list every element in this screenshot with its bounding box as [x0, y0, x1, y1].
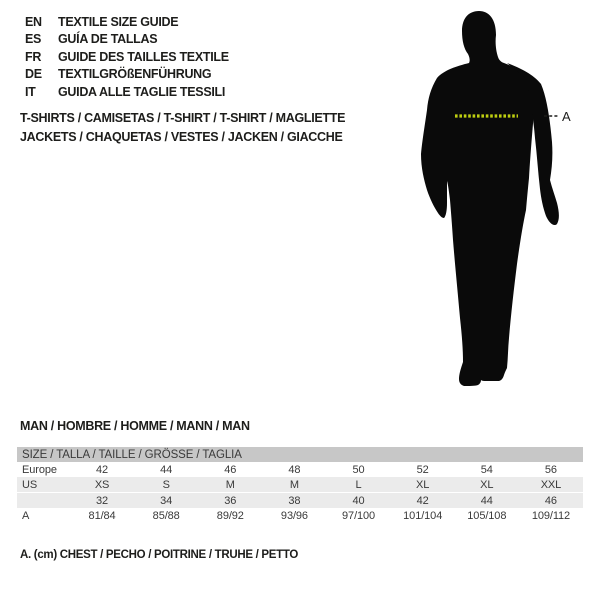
- language-label: GUÍA DE TALLAS: [58, 32, 158, 47]
- size-cell: 89/92: [216, 509, 244, 522]
- language-row-it: [25, 83, 229, 101]
- size-table: [17, 447, 583, 523]
- size-cell: 42: [391, 493, 455, 509]
- row-label: [17, 493, 70, 509]
- section-title-man: MAN / HOMBRE / HOMME / MANN / MAN: [20, 419, 250, 433]
- language-label: TEXTILGRÖßENFÜHRUNG: [58, 67, 212, 82]
- size-cell: S: [134, 477, 198, 493]
- size-cell: XL: [391, 477, 455, 493]
- category-line-jackets: JACKETS / CHAQUETAS / VESTES / JACKEN / GIACCHE: [20, 130, 343, 144]
- size-cell: 54: [480, 463, 493, 476]
- language-code: ES: [25, 32, 42, 47]
- row-label: A: [22, 509, 30, 522]
- size-cell: 38: [262, 493, 326, 509]
- man-silhouette: [421, 11, 540, 386]
- size-cell: 105/108: [467, 509, 507, 522]
- language-list: [25, 13, 229, 101]
- size-cell: XS: [70, 477, 134, 493]
- size-cell: L: [327, 477, 391, 493]
- language-label: GUIDE DES TAILLES TEXTILE: [58, 49, 229, 64]
- table-row-us: [17, 477, 583, 493]
- man-silhouette-figure: [395, 0, 600, 400]
- size-cell: XXL: [519, 477, 583, 493]
- language-code: IT: [25, 84, 36, 99]
- table-row-europe: [17, 462, 583, 477]
- category-list: [20, 109, 345, 147]
- category-line-tshirts: T-SHIRTS / CAMISETAS / T-SHIRT / T-SHIRT / MAGLIETTE: [20, 111, 346, 125]
- size-cell: 56: [544, 463, 557, 476]
- size-cell: 85/88: [152, 509, 180, 522]
- size-cell: 34: [134, 493, 198, 509]
- size-cell: 97/100: [342, 509, 376, 522]
- size-cell: 52: [416, 463, 429, 476]
- table-row-chest-a: [17, 508, 583, 523]
- size-cell: 50: [352, 463, 365, 476]
- size-cell: 93/96: [280, 509, 308, 522]
- size-cell: 42: [96, 463, 109, 476]
- size-cell: 32: [70, 493, 134, 509]
- language-label: GUIDA ALLE TAGLIE TESSILI: [58, 84, 226, 99]
- size-cell: 46: [519, 493, 583, 509]
- size-cell: 109/112: [531, 509, 571, 522]
- chest-measure-label: A: [562, 109, 571, 124]
- size-cell: 101/104: [403, 509, 443, 522]
- size-cell: 36: [198, 493, 262, 509]
- language-code: FR: [25, 49, 42, 64]
- language-row-en: [25, 13, 229, 31]
- size-cell: 40: [327, 493, 391, 509]
- language-code: DE: [25, 67, 42, 82]
- language-row-de: [25, 66, 229, 84]
- size-cell: M: [262, 477, 326, 493]
- size-cell: 44: [455, 493, 519, 509]
- row-label: Europe: [22, 463, 57, 476]
- size-cell: XL: [455, 477, 519, 493]
- size-cell: 81/84: [88, 509, 116, 522]
- size-cell: 48: [288, 463, 301, 476]
- language-code: EN: [25, 14, 42, 29]
- language-label: TEXTILE SIZE GUIDE: [58, 14, 179, 29]
- size-cell: M: [198, 477, 262, 493]
- size-table-header: SIZE / TALLA / TAILLE / GRÖSSE / TAGLIA: [17, 447, 583, 462]
- size-cell: 44: [160, 463, 173, 476]
- table-row-numeric: [17, 493, 583, 509]
- size-table-header-row: [17, 447, 583, 462]
- row-label: US: [17, 477, 70, 493]
- language-row-es: [25, 31, 229, 49]
- footnote-chest: A. (cm) CHEST / PECHO / POITRINE / TRUHE / PETTO: [20, 549, 299, 561]
- language-row-fr: [25, 48, 229, 66]
- size-cell: 46: [224, 463, 237, 476]
